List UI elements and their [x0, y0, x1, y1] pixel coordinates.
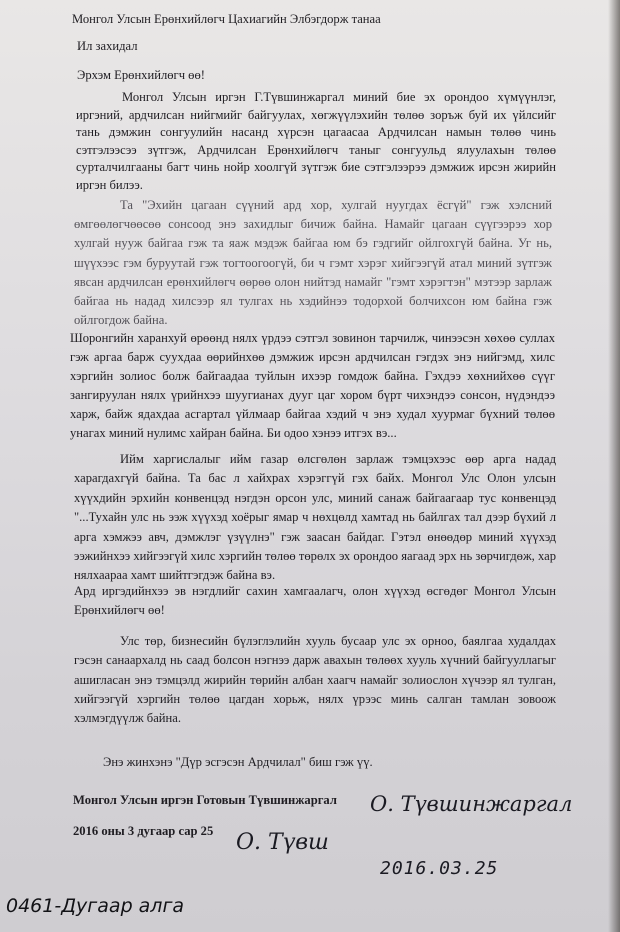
paper-edge-shadow [608, 0, 620, 932]
paragraph-2: Та "Эхийн цагаан сүүний ард хор, хулгай нуугдах ёсгүй" гэж хэлсний өмгөөлөгчөөсөө сонсоод энэ захидлыг бичиж байна. Намайг цагаан сүүгээрээ хор хулгай нууж байгаа гэж та яаж мэдэж байгаа юм бэ гэдгийг ойлгохгүй байна. Уг нь, шүүхээс гэм буруутай гэж тогтоогоогүй, би ч гэмт хэрэг хийгээгүй атал миний зүтгэж явсан ардчилсан ерөнхийлөгч өөрөө олон нийтэд намайг "гэмт хэрэгтэн" мэтээр зарлаж байгаа нь надад хилсээр ял тулгах нь хэдийнээ тодорхой болчихсон юм байна гэж ойлгогдож байна. [74, 198, 552, 328]
paragraph-1: Монгол Улсын иргэн Г.Түвшинжаргал миний бие эх орондоо хүмүүнлэг, иргэний, ардчилсан нийгмийг байгуулах, хөгжүүлэхийн төлөө зоръж буй их үйлсийг тань дэмжин сонгуулийн насанд хүрсэн цагаасаа Ардчилсан намын төлөө чинь сэтгэлээсээ зүтгэж, Ардчилсан Ерөнхийлөгч таныг сонгуульд ялуулахын төлөө сурталчилгааны багт чинь нойр хоолгүй зүтгэж бие сэтгэлээрээ дэмжиж ирсэн жирийн иргэн билээ. [76, 90, 556, 192]
letter-date: 2016 оны 3 дугаар сар 25 [73, 824, 214, 838]
handwritten-signature-short: О. Түвш [236, 830, 329, 855]
letter-subject: Ил захидал [77, 39, 138, 53]
handwritten-date: 2016.03.25 [380, 858, 499, 879]
signer-name: Монгол Улсын иргэн Готовын Түвшинжаргал [73, 793, 337, 807]
handwritten-signature-full: О. Түвшинжаргал [370, 792, 573, 816]
paragraph-5: Ард иргэдийнхээ эв нэгдлийг сахин хамгаалагч, олон хүүхэд өсгөдөг Монгол Улсын Ерөнхийлөгч өө! [74, 584, 556, 618]
paragraph-6: Улс төр, бизнесийн бүлэглэлийн хууль бусаар улс эх орноо, баялгаа худалдах гэсэн санаархалд нь саад болсон нэгнээ дарж авахын төлөөх хууль хүчний байгууллагыг ашигласан энэ тэмцэлд жирийн төрийн албан хаагч намайг золиослон хүчээр ял тулган, хийгээгүй хэргийн төлөө цагдан хорьж, нялх үрээс минь салган тамлан зовоож хэлмэгдүүлж байна. [74, 634, 556, 726]
closing-question: Энэ жинхэнэ "Дүр эсгэсэн Ардчилал" биш гэж үү. [103, 755, 373, 769]
salutation: Эрхэм Ерөнхийлөгч өө! [77, 68, 205, 82]
recipient-line: Монгол Улсын Ерөнхийлөгч Цахиагийн Элбэгдорж танаа [72, 12, 381, 26]
handwritten-margin-note: 0461-Дугаар алга [6, 895, 185, 917]
paragraph-4: Ийм харгислалыг ийм газар өлсгөлөн зарлаж тэмцэхээс өөр арга надад харагдахгүй байна. Та бас л хайхрах хэрэггүй гэх байх. Монгол Улс Олон улсын хүүхдийн эрхийн конвенцэд нэгдэн орсон улс, миний санаж байгаагаар тус конвенцэд "...Тухайн улс нь ээж хүүхэд хоёрыг ямар ч нөхцөлд хамтад нь байлгах тал дээр бүхий л арга хэмжээ авч, дэмжлэг үзүүлнэ" гэж заасан байдаг. Гэтэл өнөөдөр миний хүүхэд ээжийнхээ хийгээгүй хилс хэргийн төлөө төрөлх эх орондоо яагаад эрх нь зөрчигдөж, хар нялхаараа хамт шийтгэгдэж байна вэ. [74, 452, 556, 583]
paragraph-3: Шоронгийн харанхуй өрөөнд нялх үрдээ сэтгэл зовинон тарчилж, чинээсэн хөхөө суллах гэж аргаа барж суухдаа өөрийнхөө дэмжиж ирсэн ардчилсан гэгдэх энэ нийгэмд, хилс хэргийн золиос болж байгаадаа туйлын ихээр гомдож байна. Гэхдээ хөхнийхөө сүүг зангируулан нялх үрийнхээ шуугианах дууг цаг хором бүрт чихэндээ сонсон, нүдэндээ харж, байж ядахдаа асгартал үйлмаар байгаа хэдий ч энэ худал хуурмаг бүхний төлөө унагах миний нулимс хайран байна. Би одоо хэнээ итгэх вэ... [70, 331, 555, 440]
